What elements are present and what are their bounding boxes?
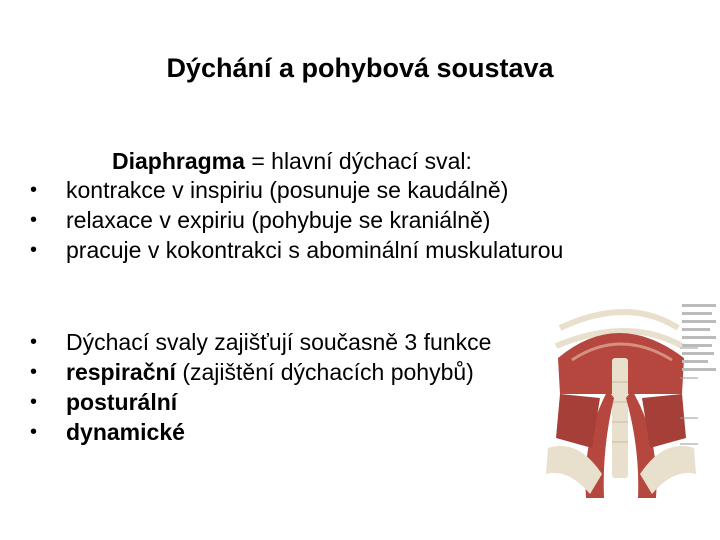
bullet-icon: • (30, 209, 38, 231)
intro-line (112, 146, 472, 176)
bullet-icon: • (30, 179, 38, 201)
bullet-text: posturální (66, 389, 178, 415)
muscle-anatomy-illustration (538, 298, 720, 512)
intro-rest: = hlavní dýchací sval: (244, 148, 472, 174)
bullet-icon: • (30, 331, 38, 353)
bullet-text: relaxace v expiriu (pohybuje se kraniálně) (66, 207, 491, 233)
bullet-text: respirační (zajištění dýchacích pohybů) (66, 359, 474, 385)
bullet-icon: • (30, 421, 38, 443)
bullet-icon: • (30, 391, 38, 413)
bullet-text: pracuje v kokontrakci s abominální muskulaturou (66, 237, 564, 263)
slide-title: Dýchání a pohybová soustava (166, 53, 554, 83)
bullet-icon: • (30, 239, 38, 261)
bullet-icon: • (30, 361, 38, 383)
bullet-text: kontrakce v inspiriu (posunuje se kaudálně) (66, 177, 509, 203)
intro-term: Diaphragma (112, 148, 245, 174)
bullet-text: dynamické (66, 419, 185, 445)
bullet-text: Dýchací svaly zajišťují současně 3 funkce (66, 329, 492, 355)
